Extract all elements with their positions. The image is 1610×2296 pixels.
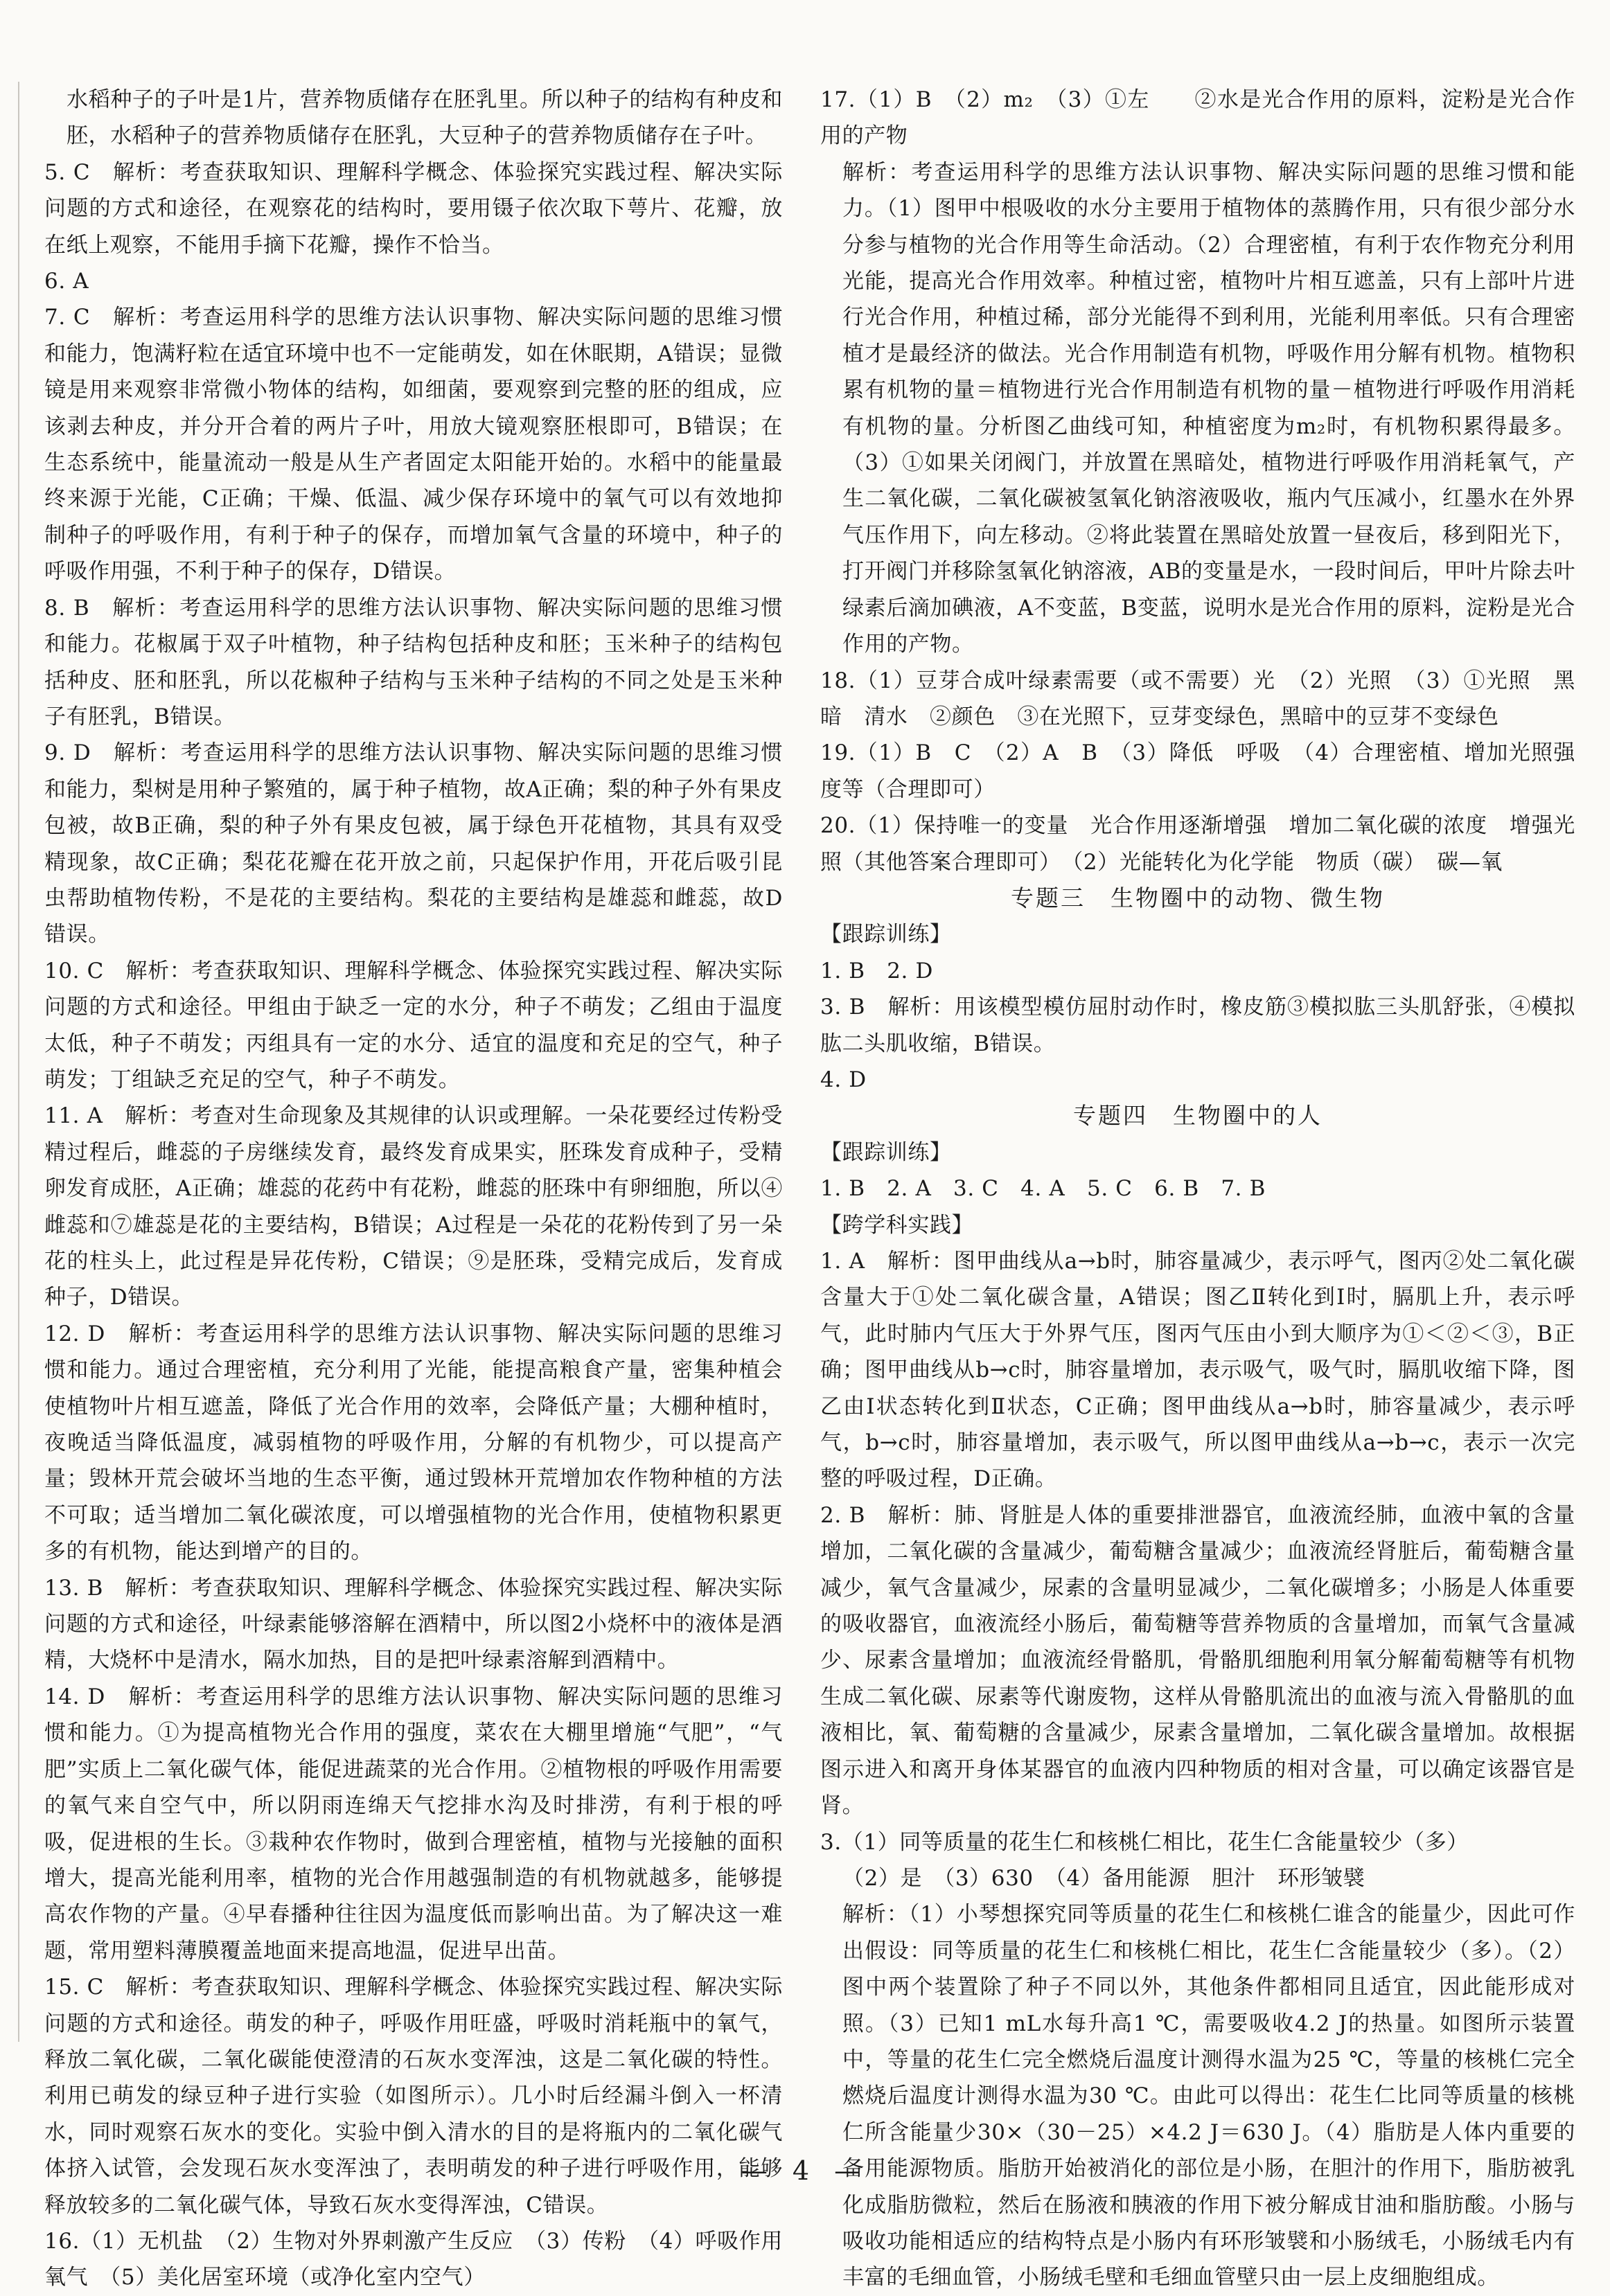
answer-paragraph: 14. D 解析：考查运用科学的思维方法认识事物、解决实际问题的思维习惯和能力。①为提高植物光合作用的强度，菜农在大棚里增施“气肥”，“气肥”实质上二氧化碳气体，能促进蔬菜的光合作用。②植物根的呼吸作用需要的氧气来自空气中，所以阴雨连绵天气挖排水沟及时排涝，有利于根的呼吸，促进根的生长。③栽种农作物时，做到合理密植，植物与光接触的面积增大，提高光能利用率，植物的光合作用越强制造的有机物就越多，能够提高农作物的产量。④早春播种往往因为温度低而影响出苗。为了解决这一难题，常用塑料薄膜覆盖地面来提高地温，促进早出苗。 [44, 1684, 783, 1964]
answer-paragraph: 1. B 2. D [820, 958, 933, 984]
section-heading: 专题四 生物圈中的人 [1073, 1102, 1322, 1130]
answer-paragraph: 6. A [44, 269, 89, 294]
answer-paragraph: 16.（1）无机盐 （2）生物对外界刺激产生反应 （3）传粉 （4）呼吸作用 氧气 （5）美化居室环境（或净化室内空气） [44, 2228, 805, 2290]
answer-paragraph: 1. A 解析：图甲曲线从a→b时，肺容量减少，表示呼气，图丙②处二氧化碳含量大于①处二氧化碳含量，A错误；图乙Ⅱ转化到Ⅰ时，膈肌上升，表示呼气，此时肺内气压大于外界气压，图丙气压由小到大顺序为①＜②＜③，B正确；图甲曲线从b→c时，肺容量增加，表示吸气，吸气时，膈肌收缩下降，图乙由Ⅰ状态转化到Ⅱ状态，C正确；图甲曲线从a→b时，肺容量减少，表示呼气，b→c时，肺容量增加，表示吸气，所以图甲曲线从a→b→c，表示一次完整的呼吸过程，D正确。 [820, 1249, 1575, 1492]
answer-paragraph: 17.（1）B （2）m₂ （3）①左 ②水是光合作用的原料，淀粉是光合作用的产物 [820, 87, 1575, 149]
answer-paragraph: 20.（1）保持唯一的变量 光合作用逐渐增强 增加二氧化碳的浓度 增强光照（其他答案合理即可） （2）光能转化为化学能 物质（碳） 碳—氧 [820, 813, 1575, 875]
answer-paragraph: 5. C 解析：考查获取知识、理解科学概念、体验探究实践过程、解决实际问题的方式和途径，在观察花的结构时，要用镊子依次取下萼片、花瓣，放在纸上观察，不能用手摘下花瓣，操作不恰当。 [44, 159, 783, 258]
answer-paragraph: 4. D [820, 1067, 867, 1092]
page-number: — 4 — [741, 2155, 869, 2186]
answer-paragraph: 10. C 解析：考查获取知识、理解科学概念、体验探究实践过程、解决实际问题的方式和途径。甲组由于缺乏一定的水分，种子不萌发；乙组由于温度太低，种子不萌发；丙组具有一定的水分、适宜的温度和充足的空气，种子萌发；丁组缺乏充足的空气，种子不萌发。 [44, 958, 783, 1092]
answer-paragraph: 3. B 解析：用该模型模仿屈肘动作时，橡皮筋③模拟肱三头肌舒张，④模拟肱二头肌收缩，B错误。 [820, 995, 1575, 1056]
answer-paragraph: 12. D 解析：考查运用科学的思维方法认识事物、解决实际问题的思维习惯和能力。通过合理密植，充分利用了光能，能提高粮食产量，密集种植会使植物叶片相互遮盖，降低了光合作用的效率，会降低产量；大棚种植时，夜晚适当降低温度，减弱植物的呼吸作用，分解的有机物少，可以提高产量；毁林开荒会破坏当地的生态平衡，通过毁林开荒增加农作物种植的方法不可取；适当增加二氧化碳浓度，可以增强植物的光合作用，使植物积累更多的有机物，能达到增产的目的。 [44, 1321, 783, 1565]
answer-paragraph: 1. B 2. A 3. C 4. A 5. C 6. B 7. B [820, 1176, 1266, 1202]
left-column [44, 82, 805, 2296]
answer-paragraph: 【跨学科实践】 [820, 1212, 974, 1238]
answer-paragraph: 8. B 解析：考查运用科学的思维方法认识事物、解决实际问题的思维习惯和能力。花椒属于双子叶植物，种子结构包括种皮和胚；玉米种子的结构包括种皮、胚和胚乳，所以花椒种子结构与玉米种子结构的不同之处是玉米种子有胚乳，B错误。 [44, 595, 783, 729]
answer-paragraph: 13. B 解析：考查获取知识、理解科学概念、体验探究实践过程、解决实际问题的方式和途径，叶绿素能够溶解在酒精中，所以图2小烧杯中的液体是酒精，大烧杯中是清水，隔水加热，目的是把叶绿素溶解到酒精中。 [44, 1575, 783, 1673]
answer-paragraph: 7. C 解析：考查运用科学的思维方法认识事物、解决实际问题的思维习惯和能力，饱满籽粒在适宜环境中也不一定能萌发，如在休眠期，A错误；显微镜是用来观察非常微小物体的结构，如细菌，要观察到完整的胚的组成，应该剥去种皮，并分开合着的两片子叶，用放大镜观察胚根即可，B错误；在生态系统中，能量流动一般是从生产者固定太阳能开始的。水稻中的能量最终来源于光能，C正确；干燥、低温、减少保存环境中的氧气可以有效地抑制种子的呼吸作用，有利于种子的保存，而增加氧气含量的环境中，种子的呼吸作用强，不利于种子的保存，D错误。 [44, 305, 783, 585]
answer-paragraph: （2）是 （3）630 （4）备用能源 胆汁 环形皱襞 [842, 1865, 1365, 1891]
answer-paragraph: 15. C 解析：考查获取知识、理解科学概念、体验探究实践过程、解决实际问题的方式和途径。萌发的种子，呼吸作用旺盛，呼吸时消耗瓶中的氧气，释放二氧化碳，二氧化碳能使澄清的石灰水变浑浊，这是二氧化碳的特性。利用已萌发的绿豆种子进行实验（如图所示）。几小时后经漏斗倒入一杯清水，同时观察石灰水的变化。实验中倒入清水的目的是将瓶内的二氧化碳气体挤入试管，会发现石灰水变浑浊了，表明萌发的种子进行呼吸作用，能够释放较多的二氧化碳气体，导致石灰水变得浑浊，C错误。 [44, 1975, 783, 2218]
answer-paragraph: 3.（1）同等质量的花生仁和核桃仁相比，花生仁含能量较少（多） [820, 1829, 1469, 1855]
answer-paragraph: 解析：（1）小琴想探究同等质量的花生仁和核桃仁谁含的能量少，因此可作出假设：同等质量的花生仁和核桃仁相比，花生仁含能量较少（多）。（2）图中两个装置除了种子不同以外，其他条件都相同且适宜，因此能形成对照。（3）已知1 mL水每升高1 ℃，需要吸收4.2 J的热量。如图所示装置中，等量的花生仁完全燃烧后温度计测得水温为25 ℃，等量的核桃仁完全燃烧后温度计测得水温为30 ℃。由此可以得出：花生仁比同等质量的核桃仁所含能量少30×（30－25）×4.2 J＝630 J。（4）脂肪是人体内重要的备用能源物质。脂肪开始被消化的部位是小肠，在胆汁的作用下，脂肪被乳化成脂肪微粒，然后在肠液和胰液的作用下被分解成甘油和脂肪酸。小肠与吸收功能相适应的结构特点是小肠内有环形皱襞和小肠绒毛，小肠绒毛内有丰富的毛细血管，小肠绒毛壁和毛细血管壁只由一层上皮细胞组成。 [842, 1902, 1575, 2290]
answer-paragraph: 水稻种子的子叶是1片，营养物质储存在胚乳里。所以种子的结构有种皮和胚，水稻种子的营养物质储存在胚乳，大豆种子的营养物质储存在子叶。 [67, 87, 783, 149]
answer-paragraph: 18.（1）豆芽合成叶绿素需要（或不需要）光 （2）光照 （3）①光照 黑暗 清水 ②颜色 ③在光照下，豆芽变绿色，黑暗中的豆芽不变绿色 [820, 668, 1575, 729]
answer-paragraph: 19.（1）B C （2）A B （3）降低 呼吸 （4）合理密植、增加光照强度等（合理即可） [820, 740, 1575, 802]
right-column [820, 82, 1575, 2296]
answer-paragraph: 11. A 解析：考查对生命现象及其规律的认识或理解。一朵花要经过传粉受精过程后，雌蕊的子房继续发育，最终发育成果实，胚珠发育成种子，受精卵发育成胚，A正确；雄蕊的花药中有花粉，雌蕊的胚珠中有卵细胞，所以④雌蕊和⑦雄蕊是花的主要结构，B错误；A过程是一朵花的花粉传到了另一朵花的柱头上，此过程是异花传粉，C错误；⑨是胚珠，受精完成后，发育成种子，D错误。 [44, 1103, 783, 1310]
answer-paragraph: 9. D 解析：考查运用科学的思维方法认识事物、解决实际问题的思维习惯和能力，梨树是用种子繁殖的，属于种子植物，故A正确；梨的种子外有果皮包被，故B正确，梨的种子外有果皮包被，属于绿色开花植物，其具有双受精现象，故C正确；梨花花瓣在花开放之前，只起保护作用，开花后吸引昆虫帮助植物传粉，不是花的主要结构。梨花的主要结构是雄蕊和雌蕊，故D错误。 [44, 740, 783, 947]
answer-paragraph: 【跟踪训练】 [820, 922, 952, 947]
answer-paragraph: 2. B 解析：肺、肾脏是人体的重要排泄器官，血液流经肺，血液中氧的含量增加，二氧化碳的含量减少，葡萄糖含量减少；血液流经肾脏后，葡萄糖含量减少，氧气含量减少，尿素的含量明显减少，二氧化碳增多；小肠是人体重要的吸收器官，血液流经小肠后，葡萄糖等营养物质的含量增加，而氧气含量减少、尿素含量增加；血液流经骨骼肌，骨骼肌细胞利用氧分解葡萄糖等有机物生成二氧化碳、尿素等代谢废物，这样从骨骼肌流出的血液与流入骨骼肌的血液相比，氧、葡萄糖的含量减少，尿素含量增加，二氧化碳含量增加。故根据图示进入和离开身体某器官的血液内四种物质的相对含量，可以确定该器官是肾。 [820, 1502, 1575, 1819]
section-heading: 专题三 生物圈中的动物、微生物 [1011, 884, 1385, 911]
binding-margin-line [18, 82, 19, 2042]
answer-paragraph: 解析：考查运用科学的思维方法认识事物、解决实际问题的思维习惯和能力。（1）图甲中根吸收的水分主要用于植物体的蒸腾作用，只有很少部分水分参与植物的光合作用等生命活动。（2）合理密植，有利于农作物充分利用光能，提高光合作用效率。种植过密，植物叶片相互遮盖，只有上部叶片进行光合作用，种植过稀，部分光能得不到利用，光能利用率低。只有合理密植才是最经济的做法。光合作用制造有机物，呼吸作用分解有机物。植物积累有机物的量＝植物进行光合作用制造有机物的量－植物进行呼吸作用消耗有机物的量。分析图乙曲线可知，种植密度为m₂时，有机物积累得最多。（3）①如果关闭阀门，并放置在黑暗处，植物进行呼吸作用消耗氧气，产生二氧化碳，二氧化碳被氢氧化钠溶液吸收，瓶内气压减小，红墨水在外界气压作用下，向左移动。②将此装置在黑暗处放置一昼夜后，移到阳光下，打开阀门并移除氢氧化钠溶液，AB的变量是水，一段时间后，甲叶片除去叶绿素后滴加碘液，A不变蓝，B变蓝，说明水是光合作用的原料，淀粉是光合作用的产物。 [842, 159, 1575, 657]
answer-paragraph: 【跟踪训练】 [820, 1139, 952, 1165]
